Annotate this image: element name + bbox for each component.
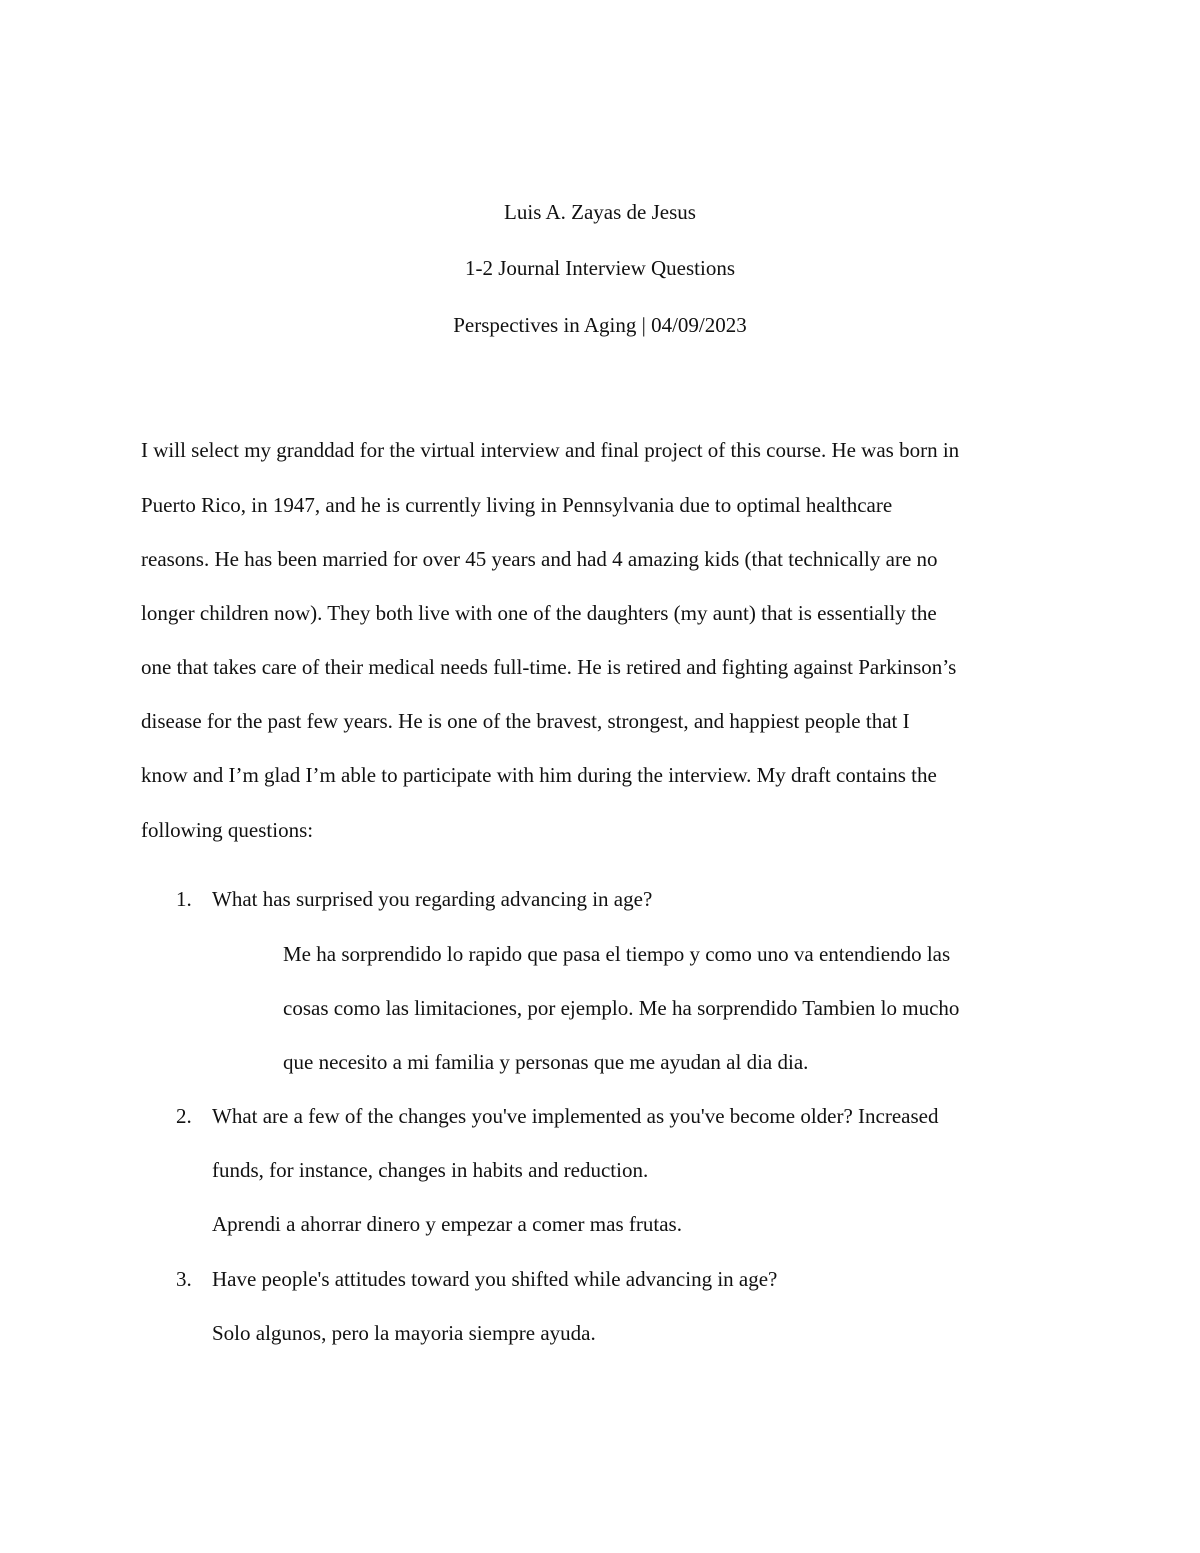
question-number: 1.	[176, 887, 192, 911]
intro-line: disease for the past few years. He is one of the bravest, strongest, and happiest people that I	[141, 709, 910, 733]
intro-line: know and I’m glad I’m able to participate with him during the interview. My draft contains the	[141, 763, 937, 787]
intro-line: longer children now). They both live with one of the daughters (my aunt) that is essentially the	[141, 601, 937, 625]
question-text: What are a few of the changes you've implemented as you've become older? Increased	[212, 1104, 939, 1128]
intro-line: one that takes care of their medical needs full-time. He is retired and fighting against Parkinson’s	[141, 655, 957, 679]
intro-line: reasons. He has been married for over 45 years and had 4 amazing kids (that technically are no	[141, 547, 938, 571]
question-text: Have people's attitudes toward you shifted while advancing in age?	[212, 1267, 778, 1291]
course-and-date: Perspectives in Aging | 04/09/2023	[453, 313, 747, 337]
assignment-title: 1-2 Journal Interview Questions	[464, 256, 736, 280]
answer-line: Solo algunos, pero la mayoria siempre ayuda.	[212, 1321, 596, 1345]
question-number: 3.	[176, 1267, 192, 1291]
question-text: funds, for instance, changes in habits and reduction.	[212, 1158, 649, 1182]
answer-line: Aprendi a ahorrar dinero y empezar a comer mas frutas.	[212, 1212, 682, 1236]
intro-line: following questions:	[141, 818, 314, 842]
answer-line: Me ha sorprendido lo rapido que pasa el tiempo y como uno va entendiendo las	[283, 942, 951, 966]
question-text: What has surprised you regarding advancing in age?	[212, 887, 653, 911]
answer-line: cosas como las limitaciones, por ejemplo. Me ha sorprendido Tambien lo mucho	[283, 996, 960, 1020]
author-name: Luis A. Zayas de Jesus	[504, 200, 696, 224]
intro-line: Puerto Rico, in 1947, and he is currently living in Pennsylvania due to optimal healthcare	[141, 493, 893, 517]
intro-line: I will select my granddad for the virtual interview and final project of this course. He was born in	[141, 438, 960, 462]
question-number: 2.	[176, 1104, 192, 1128]
answer-line: que necesito a mi familia y personas que me ayudan al dia dia.	[283, 1050, 809, 1074]
